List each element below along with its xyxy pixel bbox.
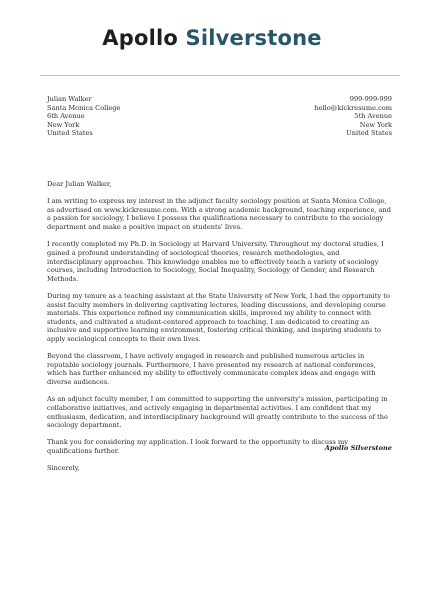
sender-city: New York bbox=[359, 120, 392, 129]
recipient-street: 6th Avenue bbox=[47, 112, 85, 120]
first-name: Apollo bbox=[102, 26, 179, 50]
sender-phone: 999-999-999 bbox=[349, 95, 392, 103]
paragraph-education: I recently completed my Ph.D. in Sociology at Harvard University. Throughout my doctoral studies, I gained a profound understanding of sociological theories, research methodologies, and interdisciplinary approaches. This knowledge enables me to effectively teach a variety of sociology courses, including Introduction to Sociology, Social Inequality, Sociology of Gender, and Research Methods. bbox=[47, 240, 384, 283]
paragraph-thanks: Thank you for considering my application. I look forward to the opportunity to discuss my qualifications further. bbox=[47, 438, 348, 455]
paragraph-research: Beyond the classroom, I have actively engaged in research and published numerous articles in reputable sociology journals. Furthermore, I have presented my research at national conferences, which has further enhanced my ability to effectively communicate complex ideas and engage with diverse audiences. bbox=[47, 352, 376, 387]
recipient-city: New York bbox=[47, 120, 80, 129]
header-divider bbox=[40, 75, 400, 76]
recipient-organization: Santa Monica College bbox=[47, 103, 121, 112]
page-title bbox=[0, 26, 424, 50]
sender-country: United States bbox=[346, 129, 392, 137]
signature: Apollo Silverstone bbox=[324, 444, 392, 452]
sender-email: hello@kickresume.com bbox=[314, 103, 392, 112]
recipient-country: United States bbox=[47, 129, 93, 137]
paragraph-commitment: As an adjunct faculty member, I am committed to supporting the university's mission, participating in collaborative initiatives, and actively engaging in departmental activities. I am confident that my enthusiasm, dedication, and interdisciplinary background will greatly contribute to the success of the sociology department. bbox=[47, 395, 388, 430]
recipient-block bbox=[47, 95, 120, 138]
salutation: Dear Julian Walker, bbox=[47, 180, 112, 188]
letter-body bbox=[47, 180, 393, 482]
paragraph-teaching: During my tenure as a teaching assistant at the State University of New York, I had the opportunity to assist faculty members in delivering captivating lectures, leading discussions, and developing course materials. This experience refined my communication skills, improved my ability to connect with students, and cultivated a student-centered approach to teaching. I am dedicated to creating an inclusive and supportive learning environment, fostering critical thinking, and inspiring students to apply sociological concepts to their own lives. bbox=[47, 292, 390, 343]
sender-street: 5th Avenue bbox=[354, 112, 392, 120]
last-name: Silverstone bbox=[185, 26, 322, 50]
recipient-name: Julian Walker bbox=[47, 95, 92, 103]
paragraph-intro: I am writing to express my interest in the adjunct faculty sociology position at Santa Monica College, as advertised on www.kickresume.com. With a strong academic background, teaching experience, and a passion for sociology, I believe I possess the qualifications necessary to contribute to the sociology department and make a positive impact on students' lives. bbox=[47, 197, 391, 232]
sender-block bbox=[314, 95, 392, 138]
closing: Sincerely, bbox=[47, 464, 80, 473]
